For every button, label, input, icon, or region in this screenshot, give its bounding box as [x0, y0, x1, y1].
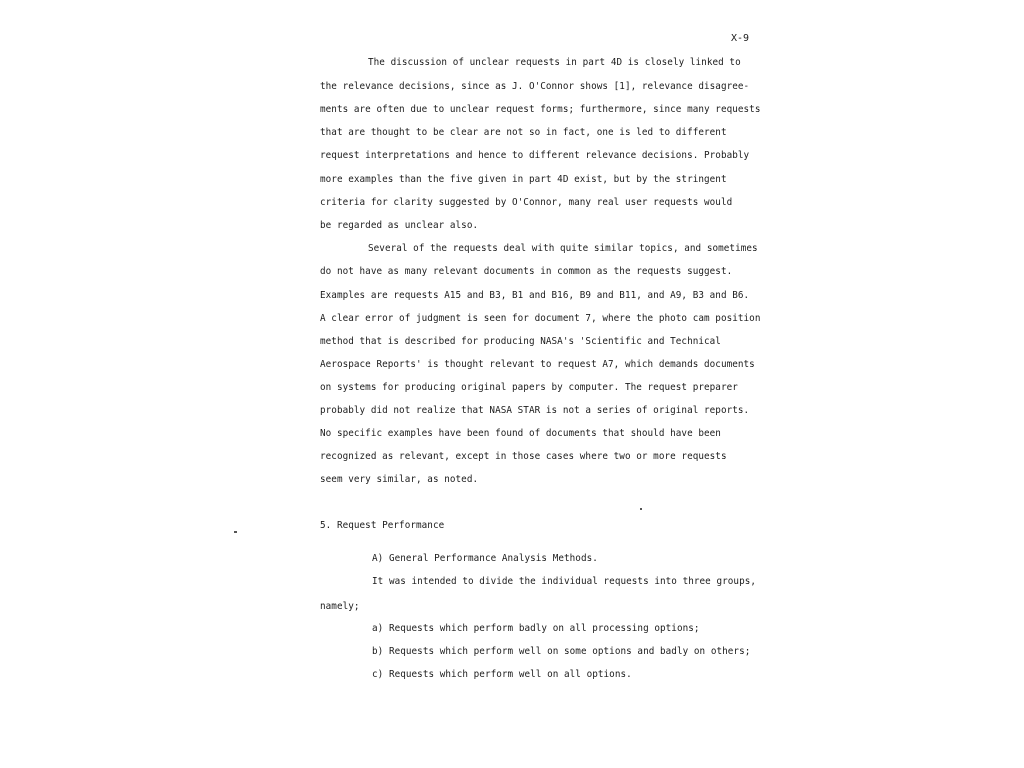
paragraph-2-line: recognized as relevant, except in those cases where two or more requests	[320, 451, 727, 462]
page-number: X-9	[731, 33, 750, 44]
list-item: a) Requests which perform badly on all processing options;	[372, 623, 700, 634]
paragraph-2-line: No specific examples have been found of documents that should have been	[320, 428, 721, 439]
subsection-heading: A) General Performance Analysis Methods.	[372, 553, 598, 564]
scan-speck	[234, 531, 237, 533]
intro-line: It was intended to divide the individual requests into three groups,	[372, 576, 757, 587]
list-item: c) Requests which perform well on all options.	[372, 669, 632, 680]
paragraph-1-line: criteria for clarity suggested by O'Connor, many real user requests would	[320, 197, 733, 208]
paragraph-2-line: method that is described for producing NASA's 'Scientific and Technical	[320, 336, 721, 347]
paragraph-2-line: Aerospace Reports' is thought relevant to request A7, which demands documents	[320, 359, 755, 370]
paragraph-1-line: the relevance decisions, since as J. O'Connor shows [1], relevance disagree-	[320, 81, 750, 92]
paragraph-2-line: A clear error of judgment is seen for document 7, where the photo cam position	[320, 313, 761, 324]
paragraph-2-line: seem very similar, as noted.	[320, 474, 479, 485]
paragraph-1-line: more examples than the five given in part 4D exist, but by the stringent	[320, 174, 727, 185]
paragraph-2-line: Examples are requests A15 and B3, B1 and B16, B9 and B11, and A9, B3 and B6.	[320, 290, 750, 301]
paragraph-2-line: on systems for producing original papers by computer. The request preparer	[320, 382, 738, 393]
section-heading: 5. Request Performance	[320, 520, 445, 531]
paragraph-2-line: Several of the requests deal with quite similar topics, and sometimes	[368, 243, 758, 254]
paragraph-2-line: do not have as many relevant documents in common as the requests suggest.	[320, 266, 733, 277]
paragraph-1-line: The discussion of unclear requests in part 4D is closely linked to	[368, 57, 741, 68]
paragraph-2-line: probably did not realize that NASA STAR is not a series of original reports.	[320, 405, 750, 416]
paragraph-1-line: ments are often due to unclear request forms; furthermore, since many requests	[320, 104, 761, 115]
intro-line: namely;	[320, 601, 360, 612]
list-item: b) Requests which perform well on some options and badly on others;	[372, 646, 751, 657]
paragraph-1-line: request interpretations and hence to different relevance decisions. Probably	[320, 150, 750, 161]
scan-speck	[640, 508, 642, 510]
paragraph-1-line: that are thought to be clear are not so in fact, one is led to different	[320, 127, 727, 138]
paragraph-1-line: be regarded as unclear also.	[320, 220, 479, 231]
